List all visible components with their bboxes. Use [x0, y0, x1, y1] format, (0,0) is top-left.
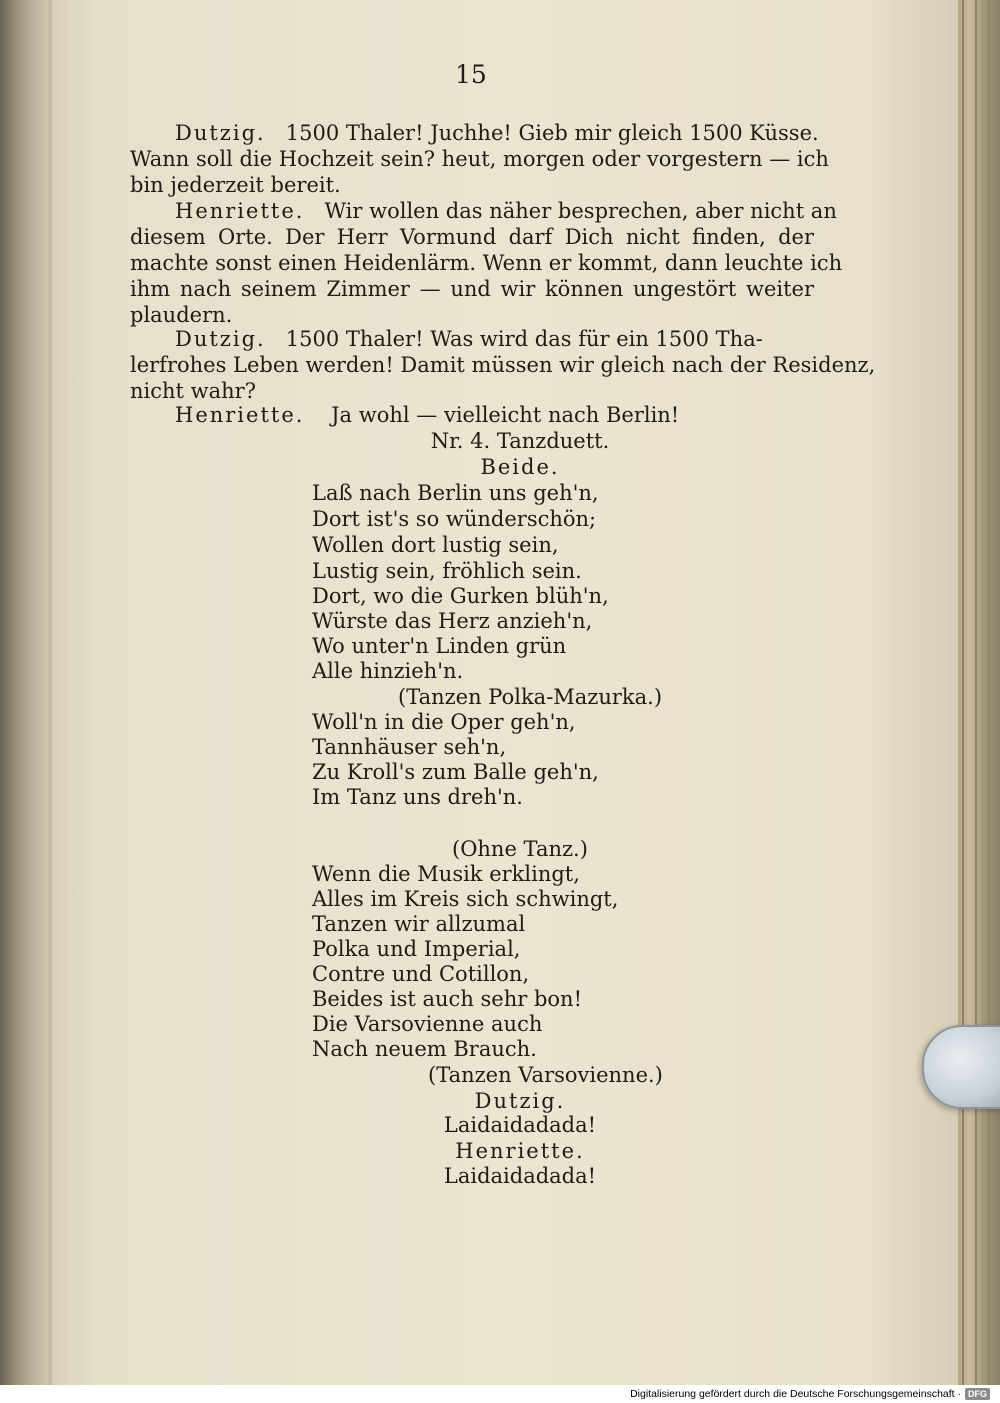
verse-line: Dort ist's so wünderschön; — [312, 507, 597, 531]
speaker-name: Dutzig. — [175, 327, 266, 351]
dfg-logo: DFG — [965, 1388, 990, 1400]
stage-direction: (Tanzen Polka-Mazurka.) — [398, 685, 663, 709]
text-line: diesem Orte. Der Herr Vormund darf Dich nicht finden, der — [130, 225, 814, 249]
text-line — [175, 327, 814, 352]
verse-line: Wo unter'n Linden grün — [312, 634, 567, 658]
footer-credit: Digitalisierung gefördert durch die Deutsche Forschungsgemeinschaft · — [630, 1388, 961, 1400]
verse-line: Zu Kroll's zum Balle geh'n, — [312, 760, 599, 784]
page-number: 15 — [455, 60, 487, 89]
dialogue-text: Wir wollen das näher besprechen, aber nicht an — [324, 199, 837, 223]
verse-line: Polka und Imperial, — [312, 937, 521, 961]
dialogue-text: 1500 Thaler! Was wird das für ein 1500 Tha- — [285, 327, 763, 351]
dialogue-text: 1500 Thaler! Juchhe! Gieb mir gleich 1500 Küsse. — [285, 121, 819, 145]
verse-line: Lustig sein, fröhlich sein. — [312, 559, 582, 583]
dialogue-text: Ja wohl — vielleicht nach Berlin! — [331, 403, 680, 427]
verse-line: Laß nach Berlin uns geh'n, — [312, 481, 599, 505]
digitization-footer — [630, 1387, 990, 1401]
stage-direction: (Tanzen Varsovienne.) — [428, 1063, 663, 1087]
text-line — [175, 199, 837, 224]
verse-line: Alle hinzieh'n. — [312, 659, 464, 683]
text-line: machte sonst einen Heidenlärm. Wenn er kommt, dann leuchte ich — [130, 251, 843, 275]
stage-direction: (Ohne Tanz.) — [452, 837, 588, 861]
verse-line: Dort, wo die Gurken blüh'n, — [312, 584, 609, 608]
text-line: ihm nach seinem Zimmer — und wir können ungestört weiter — [130, 277, 814, 301]
text-line: nicht wahr? — [130, 379, 256, 403]
speaker-name: Henriette. — [175, 199, 305, 223]
speaker-name: Dutzig. — [175, 121, 266, 145]
verse-line: Tanzen wir allzumal — [312, 912, 526, 936]
speaker-name: Henriette. — [455, 1139, 585, 1163]
verse-line: Im Tanz uns dreh'n. — [312, 785, 523, 809]
verse-line: Wenn die Musik erklingt, — [312, 862, 580, 886]
verse-line: Laidaidadada! — [443, 1164, 597, 1188]
text-line: plaudern. — [130, 303, 233, 327]
song-heading: Nr. 4. Tanzduett. — [430, 429, 610, 453]
speaker-name: Beide. — [480, 455, 560, 479]
verse-line: Woll'n in die Oper geh'n, — [312, 710, 576, 734]
verse-line: Contre und Cotillon, — [312, 962, 530, 986]
text-line: Wann soll die Hochzeit sein? heut, morgen oder vorgestern — ich — [130, 147, 829, 171]
verse-line: Alles im Kreis sich schwingt, — [312, 887, 619, 911]
verse-line: Würste das Herz anzieh'n, — [312, 609, 593, 633]
verse-line: Die Varsovienne auch — [312, 1012, 543, 1036]
text-line — [175, 121, 819, 146]
text-line: lerfrohes Leben werden! Damit müssen wir gleich nach der Residenz, — [130, 353, 876, 377]
verse-line: Laidaidadada! — [443, 1113, 597, 1137]
verse-line: Beides ist auch sehr bon! — [312, 987, 583, 1011]
verse-line: Tannhäuser seh'n, — [312, 735, 507, 759]
text-line — [175, 403, 679, 428]
verse-line: Nach neuem Brauch. — [312, 1037, 537, 1061]
verse-line: Wollen dort lustig sein, — [312, 533, 559, 557]
text-line: bin jederzeit bereit. — [130, 173, 341, 197]
speaker-name: Dutzig. — [474, 1089, 566, 1113]
speaker-name: Henriette. — [175, 403, 305, 427]
